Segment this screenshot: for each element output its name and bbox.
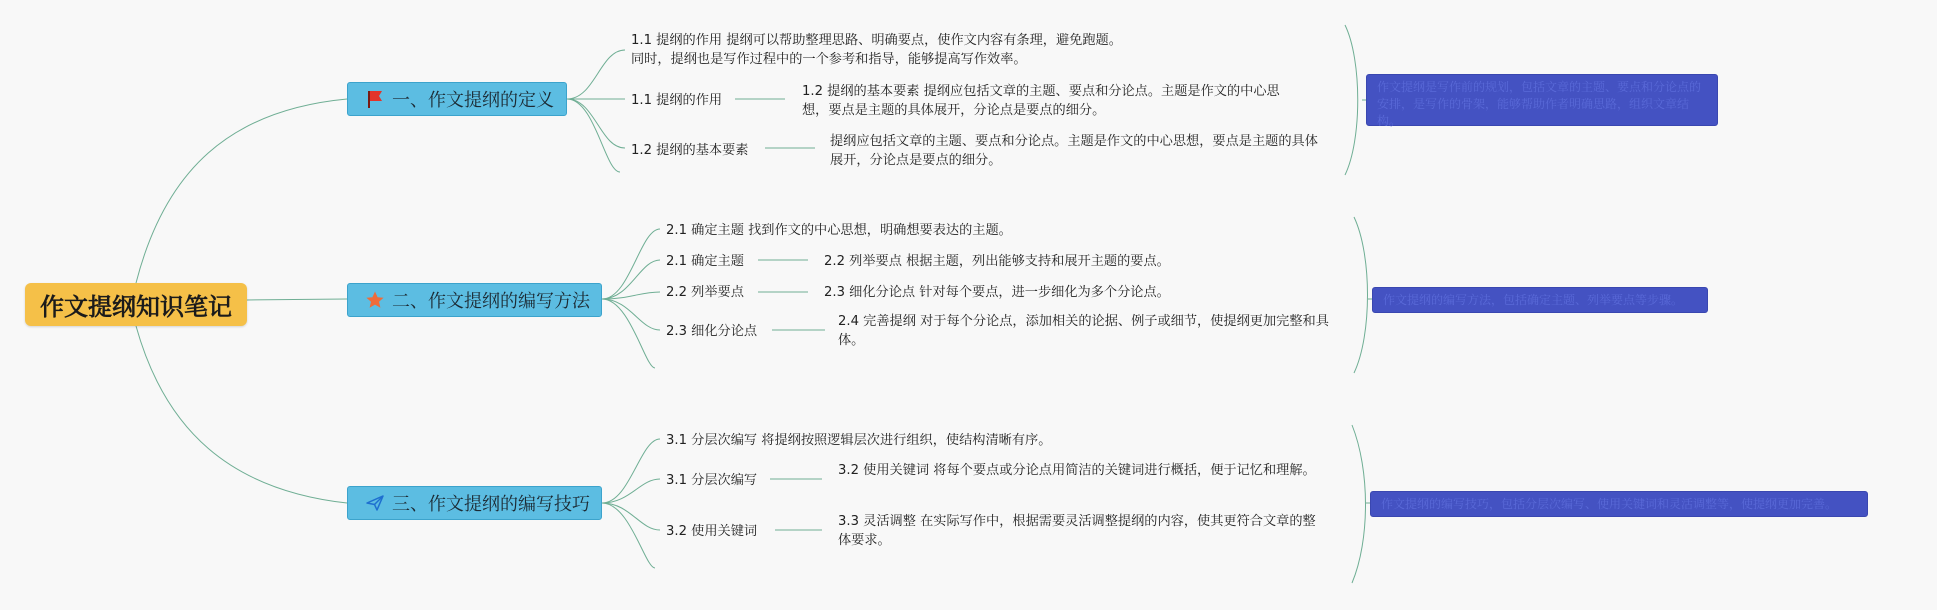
subtopic-label[interactable]: 2.2 列举要点: [666, 285, 744, 300]
central-topic-label: 作文提纲知识笔记: [40, 293, 232, 321]
detail-text[interactable]: 2.4 完善提纲 对于每个分论点，添加相关的论据、例子或细节，使提纲更加完整和具体。: [838, 314, 1329, 348]
subtopic-text[interactable]: 2.1 确定主题 找到作文的中心思想，明确想要表达的主题。: [666, 223, 1012, 238]
branch-method[interactable]: [347, 283, 602, 317]
detail-text[interactable]: 3.3 灵活调整 在实际写作中，根据需要灵活调整提纲的内容，使其更符合文章的整体要求。: [838, 514, 1316, 548]
paper-plane-icon: [364, 492, 386, 514]
summary-note-text: 作文提纲的编写方法，包括确定主题、列举要点等步骤。: [1383, 293, 1684, 307]
detail-text[interactable]: 2.2 列举要点 根据主题，列出能够支持和展开主题的要点。: [824, 254, 1170, 269]
central-topic[interactable]: [25, 283, 247, 326]
summary-note[interactable]: [1372, 287, 1708, 313]
subtopic-label[interactable]: 2.1 确定主题: [666, 254, 744, 269]
subtopic-text[interactable]: 3.1 分层次编写 将提纲按照逻辑层次进行组织，使结构清晰有序。: [666, 433, 1052, 448]
branch-techniques[interactable]: [347, 486, 602, 520]
subtopic-text[interactable]: 1.1 提纲的作用 提纲可以帮助整理思路、明确要点，使作文内容有条理，避免跑题。同时，提纲也是写作过程中的一个参考和指导，能够提高写作效率。: [631, 33, 1122, 67]
subtopic-label[interactable]: 1.1 提纲的作用: [631, 93, 723, 108]
detail-text[interactable]: 1.2 提纲的基本要素 提纲应包括文章的主题、要点和分论点。主题是作文的中心思想，要点是主题的具体展开，分论点是要点的细分。: [802, 84, 1280, 118]
subtopic-label[interactable]: 1.2 提纲的基本要素: [631, 143, 749, 158]
orange-star-icon: [364, 289, 386, 311]
detail-text[interactable]: 提纲应包括文章的主题、要点和分论点。主题是作文的中心思想，要点是主题的具体展开，分论点是要点的细分。: [830, 134, 1318, 168]
summary-note[interactable]: [1366, 74, 1718, 126]
branch-label: 二、作文提纲的编写方法: [392, 291, 590, 312]
subtopic-label[interactable]: 3.2 使用关键词: [666, 524, 758, 539]
branch-label: 一、作文提纲的定义: [392, 90, 554, 111]
summary-note[interactable]: [1370, 491, 1868, 517]
branch-label: 三、作文提纲的编写技巧: [392, 494, 590, 515]
subtopic-label[interactable]: 3.1 分层次编写: [666, 473, 758, 488]
summary-note-text: 作文提纲是写作前的规划，包括文章的主题、要点和分论点的安排，是写作的骨架，能够帮助作者明确思路，组织文章结构。: [1377, 80, 1702, 128]
summary-note-text: 作文提纲的编写技巧，包括分层次编写、使用关键词和灵活调整等，使提纲更加完善。: [1381, 497, 1838, 511]
subtopic-label[interactable]: 2.3 细化分论点: [666, 324, 758, 339]
detail-text[interactable]: 2.3 细化分论点 针对每个要点，进一步细化为多个分论点。: [824, 285, 1170, 300]
branch-definition[interactable]: [347, 82, 567, 116]
red-flag-icon: [364, 88, 386, 110]
detail-text[interactable]: 3.2 使用关键词 将每个要点或分论点用简洁的关键词进行概括，便于记忆和理解。: [838, 463, 1316, 478]
